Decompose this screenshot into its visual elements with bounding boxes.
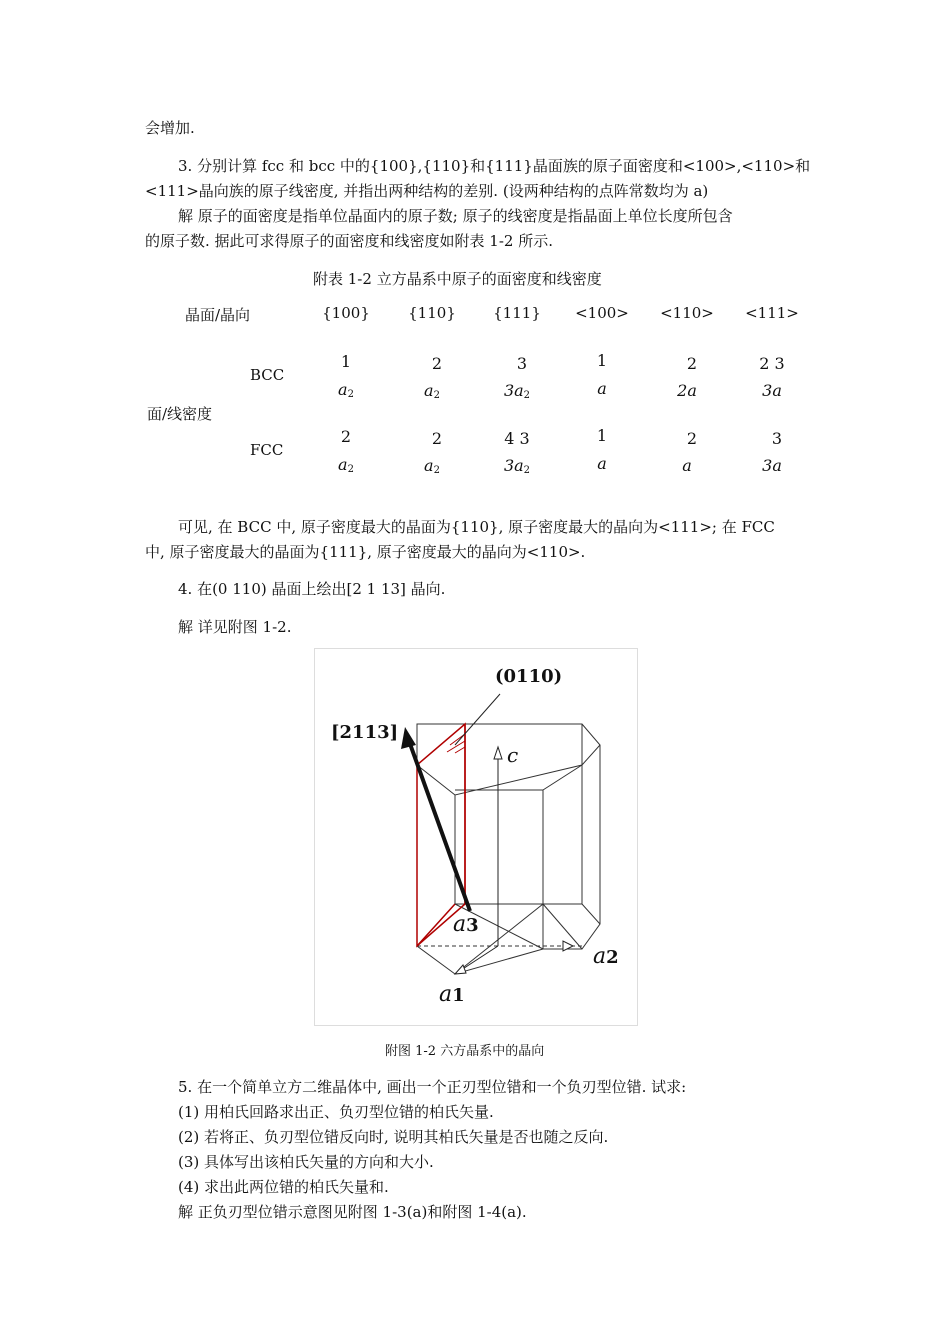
fcc-100-numerator: 2: [340, 427, 352, 446]
question-5-part-4: (4) 求出此两位错的柏氏矢量和.: [178, 1178, 389, 1196]
table-caption: 附表 1-2 立方晶系中原子的面密度和线密度: [313, 270, 602, 288]
table-header-100-plane: {100}: [322, 304, 370, 322]
fcc-100-denominator: $a_2$: [338, 455, 354, 475]
solution-3-line-2: 的原子数. 据此可求得原子的面密度和线密度如附表 1-2 所示.: [145, 232, 553, 250]
direction-2113-label: [2113]: [331, 722, 399, 743]
bcc-111-dir-numerator: 2 3: [759, 354, 785, 373]
bcc-111-denominator: $3a_2$: [503, 381, 531, 401]
a1-axis-label: a1: [439, 982, 465, 1007]
question-4: 4. 在(0 110) 晶面上绘出[2 1 13] 晶向.: [178, 580, 446, 598]
table-header-100-direction: <100>: [575, 304, 629, 322]
fcc-110-dir-numerator: 2: [686, 429, 698, 448]
plane-0110-label: (0110): [495, 666, 563, 687]
fcc-111-dir-denominator: 3a: [762, 456, 782, 475]
figure-caption: 附图 1-2 六方晶系中的晶向: [385, 1044, 545, 1059]
bcc-110-dir-numerator: 2: [686, 354, 698, 373]
table-header-110-plane: {110}: [408, 304, 456, 322]
bcc-100-denominator: $a_2$: [338, 380, 354, 400]
direction-2113-arrowhead: [401, 727, 416, 749]
plane-label-leader: [455, 694, 500, 745]
fcc-111-dir-numerator: 3: [771, 429, 783, 448]
question-3-line-1: 3. 分别计算 fcc 和 bcc 中的{100},{110}和{111}晶面族的原子面密度和<100>,<110>和: [178, 157, 811, 175]
hexagonal-crystal-figure: [314, 648, 638, 1026]
table-row-group-density: 面/线密度: [147, 405, 213, 423]
fcc-110-denominator: $a_2$: [424, 456, 440, 476]
bcc-111-numerator: 3: [516, 354, 528, 373]
bcc-111-dir-denominator: 3a: [762, 381, 782, 400]
bcc-110-numerator: 2: [431, 354, 443, 373]
question-5-part-2: (2) 若将正、负刃型位错反向时, 说明其柏氏矢量是否也随之反向.: [178, 1128, 609, 1146]
fcc-110-numerator: 2: [431, 429, 443, 448]
question-5: 5. 在一个简单立方二维晶体中, 画出一个正刃型位错和一个负刃型位错. 试求:: [178, 1078, 687, 1096]
fcc-111-numerator: 4 3: [504, 429, 530, 448]
c-axis-label: c: [507, 743, 519, 767]
fcc-110-dir-denominator: a: [682, 456, 692, 475]
c-axis-arrowhead: [494, 747, 502, 759]
solution-4: 解 详见附图 1-2.: [178, 618, 292, 636]
direction-2113-arrow-shaft: [409, 741, 470, 911]
table-header-111-direction: <111>: [745, 304, 799, 322]
solution-5: 解 正负刃型位错示意图见附图 1-3(a)和附图 1-4(a).: [178, 1203, 527, 1221]
fcc-111-denominator: $3a_2$: [503, 456, 531, 476]
question-5-part-3: (3) 具体写出该柏氏矢量的方向和大小.: [178, 1153, 434, 1171]
plane-hatch: [455, 747, 465, 753]
bcc-100-dir-numerator: 1: [596, 351, 608, 370]
table-header-plane-direction: 晶面/晶向: [185, 306, 251, 324]
a3-axis-label: a3: [453, 912, 479, 937]
fcc-100-dir-denominator: a: [597, 454, 607, 473]
question-3-line-2: <111>晶向族的原子线密度, 并指出两种结构的差别. (设两种结构的点阵常数均为 a): [145, 182, 709, 200]
hexagonal-prism-diagram: [315, 649, 637, 1025]
table-row-label-bcc: BCC: [250, 366, 285, 384]
question-5-part-1: (1) 用柏氏回路求出正、负刃型位错的柏氏矢量.: [178, 1103, 494, 1121]
bcc-100-dir-denominator: a: [597, 379, 607, 398]
bcc-110-dir-denominator: 2a: [677, 381, 697, 400]
table-header-110-direction: <110>: [660, 304, 714, 322]
solution-3-line-1: 解 原子的面密度是指单位晶面内的原子数; 原子的线密度是指晶面上单位长度所包含: [178, 207, 733, 225]
plane-hatch: [447, 741, 465, 752]
bcc-100-numerator: 1: [340, 352, 352, 371]
a2-axis-label: a2: [593, 944, 619, 969]
top-right-edge: [543, 765, 582, 790]
fcc-100-dir-numerator: 1: [596, 426, 608, 445]
bcc-110-denominator: $a_2$: [424, 381, 440, 401]
plane-edge: [417, 904, 455, 946]
table-row-label-fcc: FCC: [250, 441, 284, 459]
conclusion-line-1: 可见, 在 BCC 中, 原子密度最大的晶面为{110}, 原子密度最大的晶向为<111>; 在 FCC: [178, 518, 775, 536]
conclusion-line-2: 中, 原子密度最大的晶面为{111}, 原子密度最大的晶向为<110>.: [145, 543, 586, 561]
bottom-hexagon: [417, 904, 600, 974]
paragraph-continuation: 会增加.: [145, 119, 195, 137]
table-header-111-plane: {111}: [493, 304, 541, 322]
